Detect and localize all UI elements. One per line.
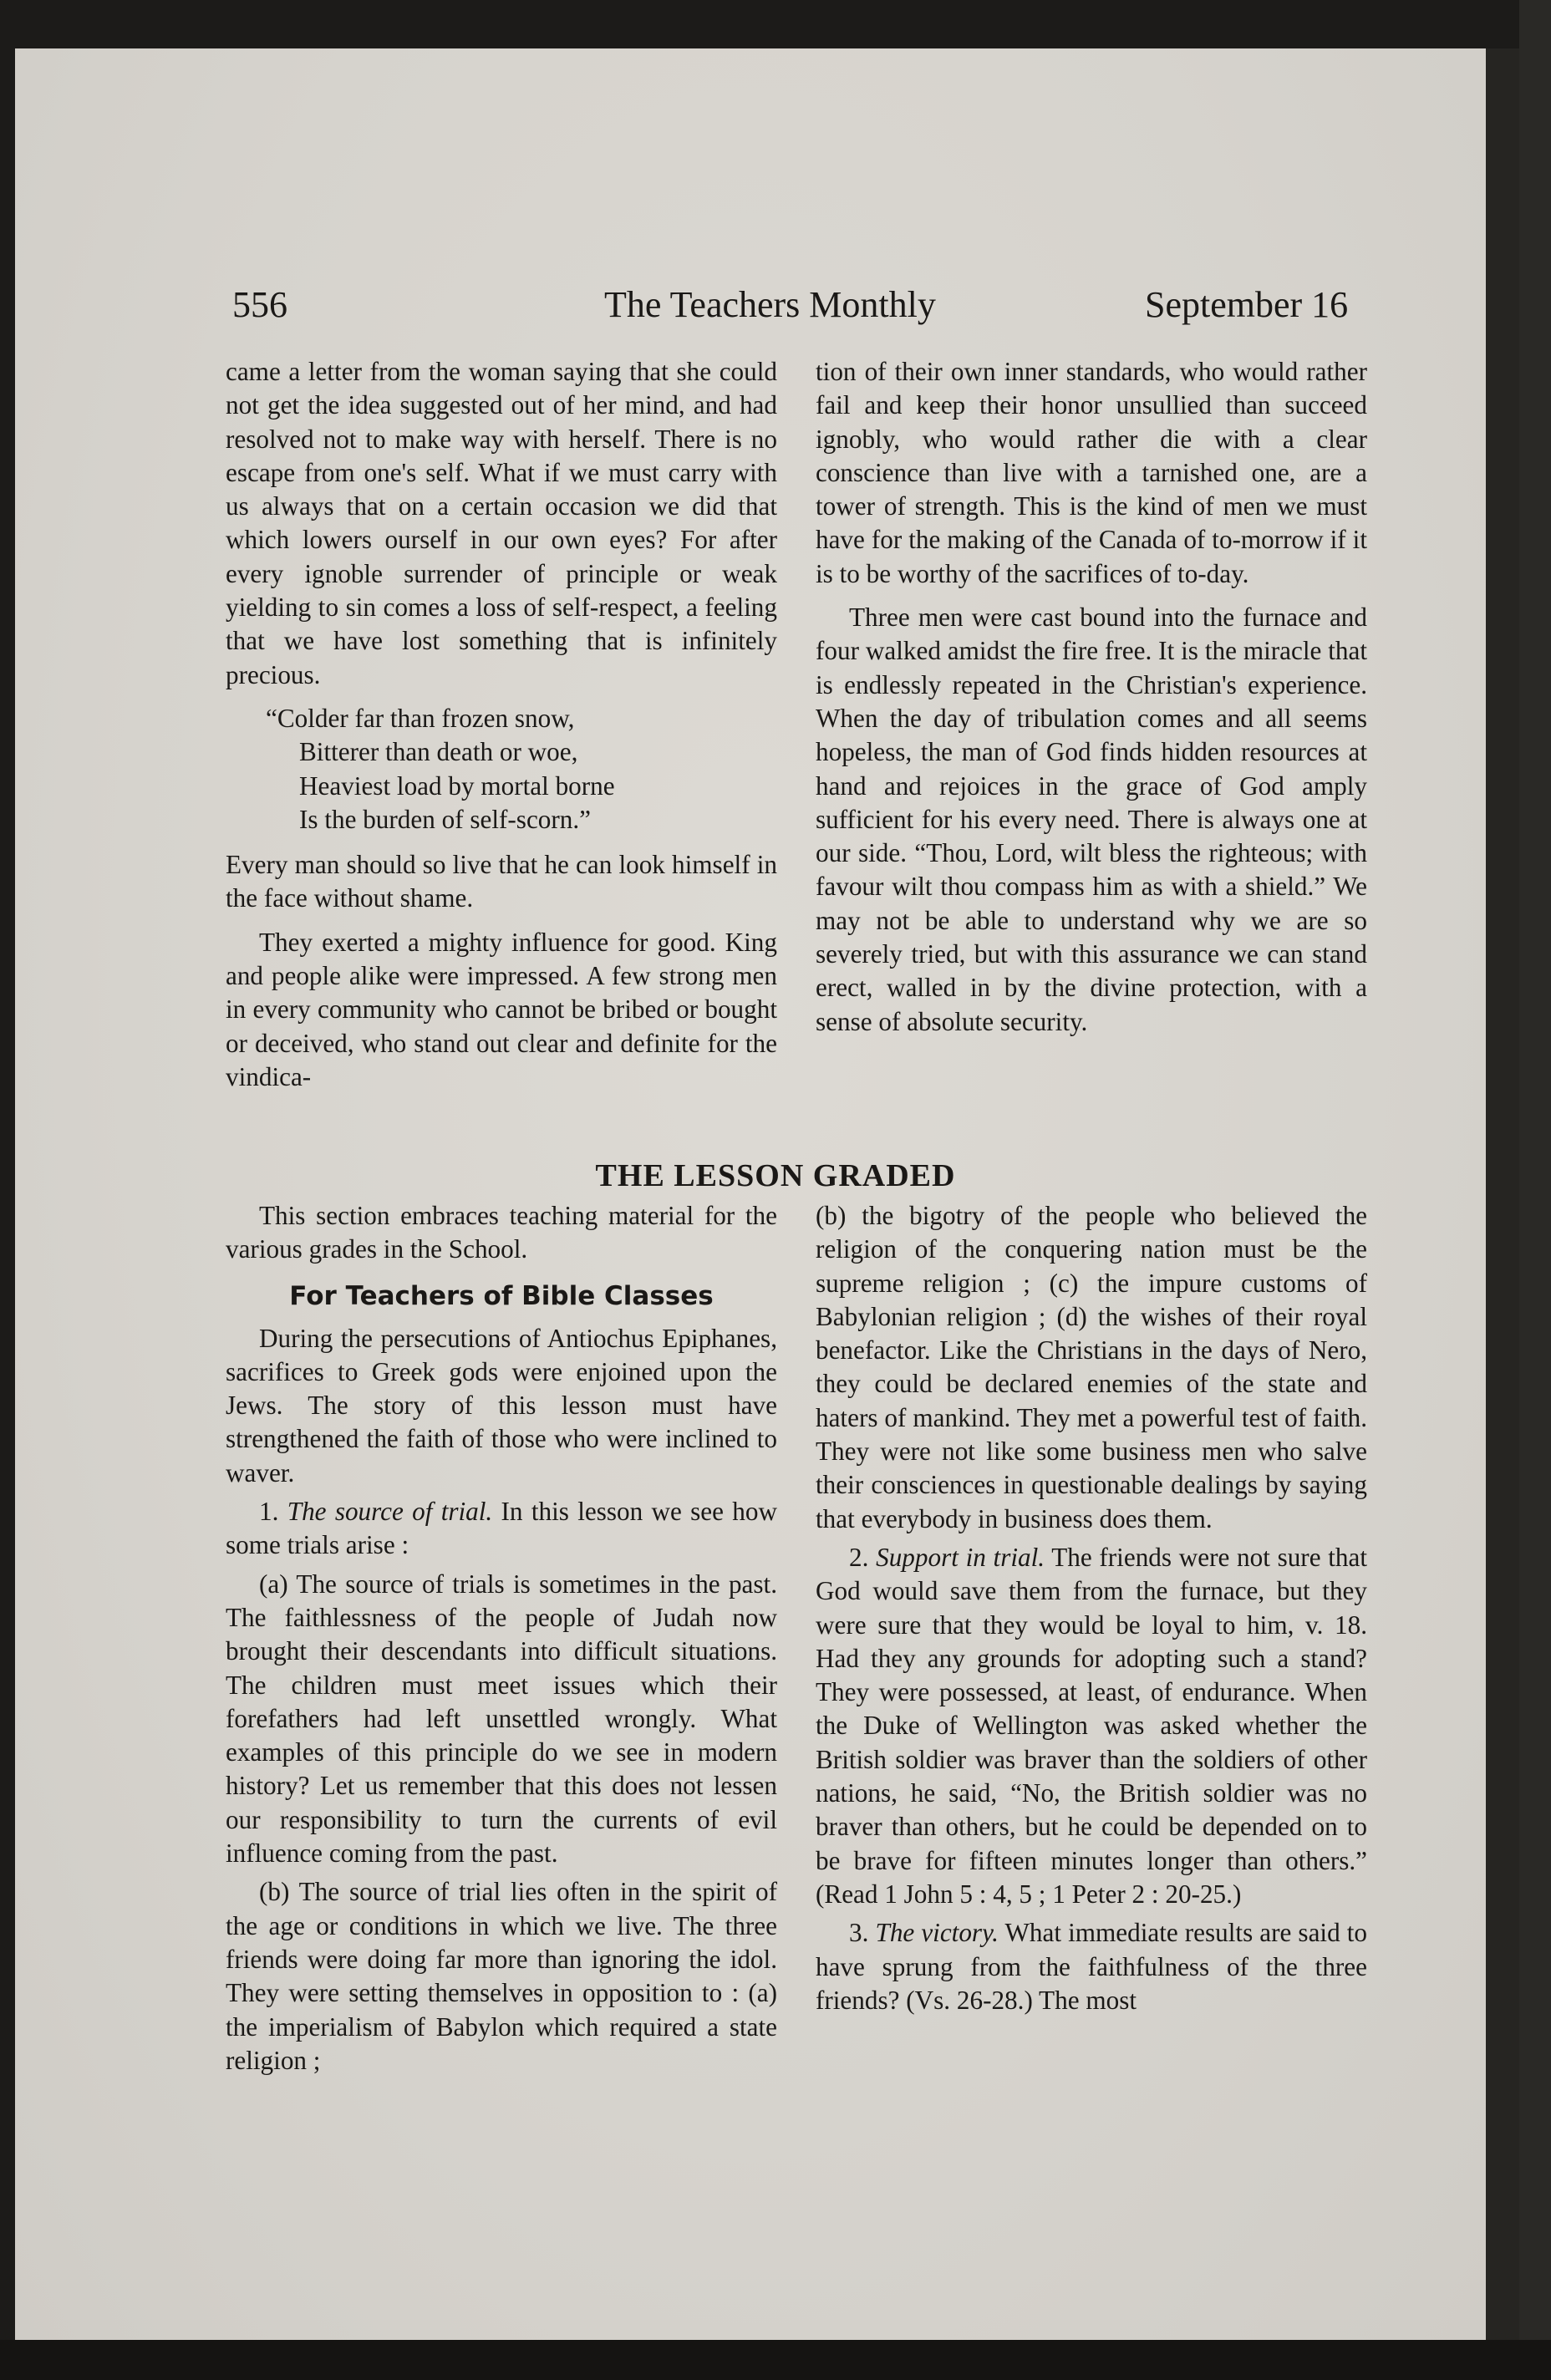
poem-line: “Colder far than frozen snow, — [266, 703, 575, 733]
paragraph — [816, 1541, 1367, 1911]
italic-term: Support in trial. — [876, 1542, 1045, 1572]
paragraph: They exerted a mighty influence for good. King and people alike were impressed. A few strong men in every community who cannot be bribed or bought or deceived, who stand out clear and definite for the vindica- — [226, 927, 777, 1091]
page-number: 556 — [232, 284, 287, 325]
list-number: 3. — [849, 1918, 876, 1948]
paragraph-text: The friends were not sure that God would save them from the furnace, but they were sure that they would be loyal to him, v. 18. Had they any grounds for adopting such a stand? They were possessed, at least, of endurance. When the Duke of Wellington was asked whether the British soldier was braver than the soldiers of other nations, he said, “No, the British soldier was no braver than others, but he could be depended on to be brave for fifteen minutes longer than others.” (Read 1 John 5 : 4, 5 ; 1 Peter 2 : 20-25.) — [816, 1542, 1368, 1909]
poem-line: Bitterer than death or woe, — [299, 737, 578, 767]
poem-quote — [226, 702, 777, 837]
paragraph-text: In this lesson we see how some trials arise : — [226, 1497, 778, 1560]
subheading: For Teachers of Bible Classes — [289, 1280, 714, 1311]
paragraph — [816, 1916, 1367, 2017]
journal-title: The Teachers Monthly — [604, 284, 936, 325]
paragraph: (b) the bigotry of the people who believed the religion of the conquering nation must be the supreme religion ; (c) the impure customs of Babylonian religion ; (d) the wishes of their royal benefactor. Like the Christians in the days of Nero, they could be declared enemies of the state and haters of mankind. They met a powerful test of faith. They were not like some business men who salve their consciences in questionable dealings by saying that everybody in business does them. — [816, 1201, 1367, 1533]
section-heading: THE LESSON GRADED — [595, 1158, 956, 1193]
poem-line: Heaviest load by mortal borne — [299, 770, 615, 801]
right-column-bottom — [816, 1199, 1367, 2022]
poem-line: Is the burden of self-scorn.” — [299, 804, 592, 834]
paragraph: came a letter from the woman saying that she could not get the idea suggested out of her mind, and had resolved not to make way with herself. There is no escape from one's self. What if we must carry with us always that on a certain occasion we did that which lowers ourself in our own eyes? For after every ignoble surrender of principle or weak yielding to sin comes a loss of self-respect, a feeling that we have lost something that is infinitely precious. — [226, 357, 777, 689]
paragraph — [226, 1495, 777, 1563]
scan-border — [0, 2340, 1551, 2380]
left-column-top — [226, 355, 777, 1104]
paragraph: (a) The source of trials is sometimes in the past. The faithlessness of the people of Judah now brought their descendants into difficult situations. The children must meet issues which their forefathers had left unsettled wrongly. What examples of this principle do we see in modern history? Let us remember that this does not lessen our responsibility to turn the currents of evil influence coming from the past. — [226, 1569, 777, 1869]
left-column-bottom — [226, 1199, 777, 2082]
right-column-top — [816, 355, 1367, 1049]
paragraph: tion of their own inner standards, who would rather fail and keep their honor unsullied than succeed ignobly, who would rather die with a clear conscience than live with a tarnished one, are a tower of strength. This is the kind of men we must have for the making of the Canada of to-morrow if it is to be worthy of the sacrifices of to-day. — [816, 357, 1367, 588]
issue-date: September 16 — [1145, 284, 1349, 325]
italic-term: The victory. — [875, 1918, 999, 1948]
paragraph: During the persecutions of Antiochus Epiphanes, sacrifices to Greek gods were enjoined upon the Jews. The story of this lesson must have strengthened the faith of those who were inclined to waver. — [226, 1323, 777, 1488]
paragraph: This section embraces teaching material for the various grades in the School. — [226, 1201, 777, 1264]
paragraph: Three men were cast bound into the furnace and four walked amidst the fire free. It is the miracle that is endlessly repeated in the Christian's experience. When the day of tribulation comes and all seems hopeless, the man of God finds hidden resources at hand and rejoices in the grace of God amply sufficient for his every need. There is always one at our side. “Thou, Lord, wilt bless the righteous; with favour wilt thou compass him as with a shield.” We may not be able to understand why we are so severely tried, but with this assurance we can stand erect, walled in by the divine protection, with a sense of absolute security. — [816, 603, 1367, 1036]
list-number: 2. — [849, 1542, 877, 1572]
paragraph-text: What immediate results are said to have sprung from the faithfulness of the three friends? (Vs. 26-28.) The most — [816, 1918, 1367, 2015]
list-number: 1. — [259, 1497, 287, 1527]
paragraph: (b) The source of trial lies often in the spirit of the age or conditions in which we live. The three friends were doing far more than ignoring the idol. They were setting themselves in opposition to : (a) the imperialism of Babylon which required a state religion ; — [226, 1877, 777, 2075]
paragraph: Every man should so live that he can look himself in the face without shame. — [226, 850, 777, 913]
italic-term: The source of trial. — [287, 1497, 493, 1527]
